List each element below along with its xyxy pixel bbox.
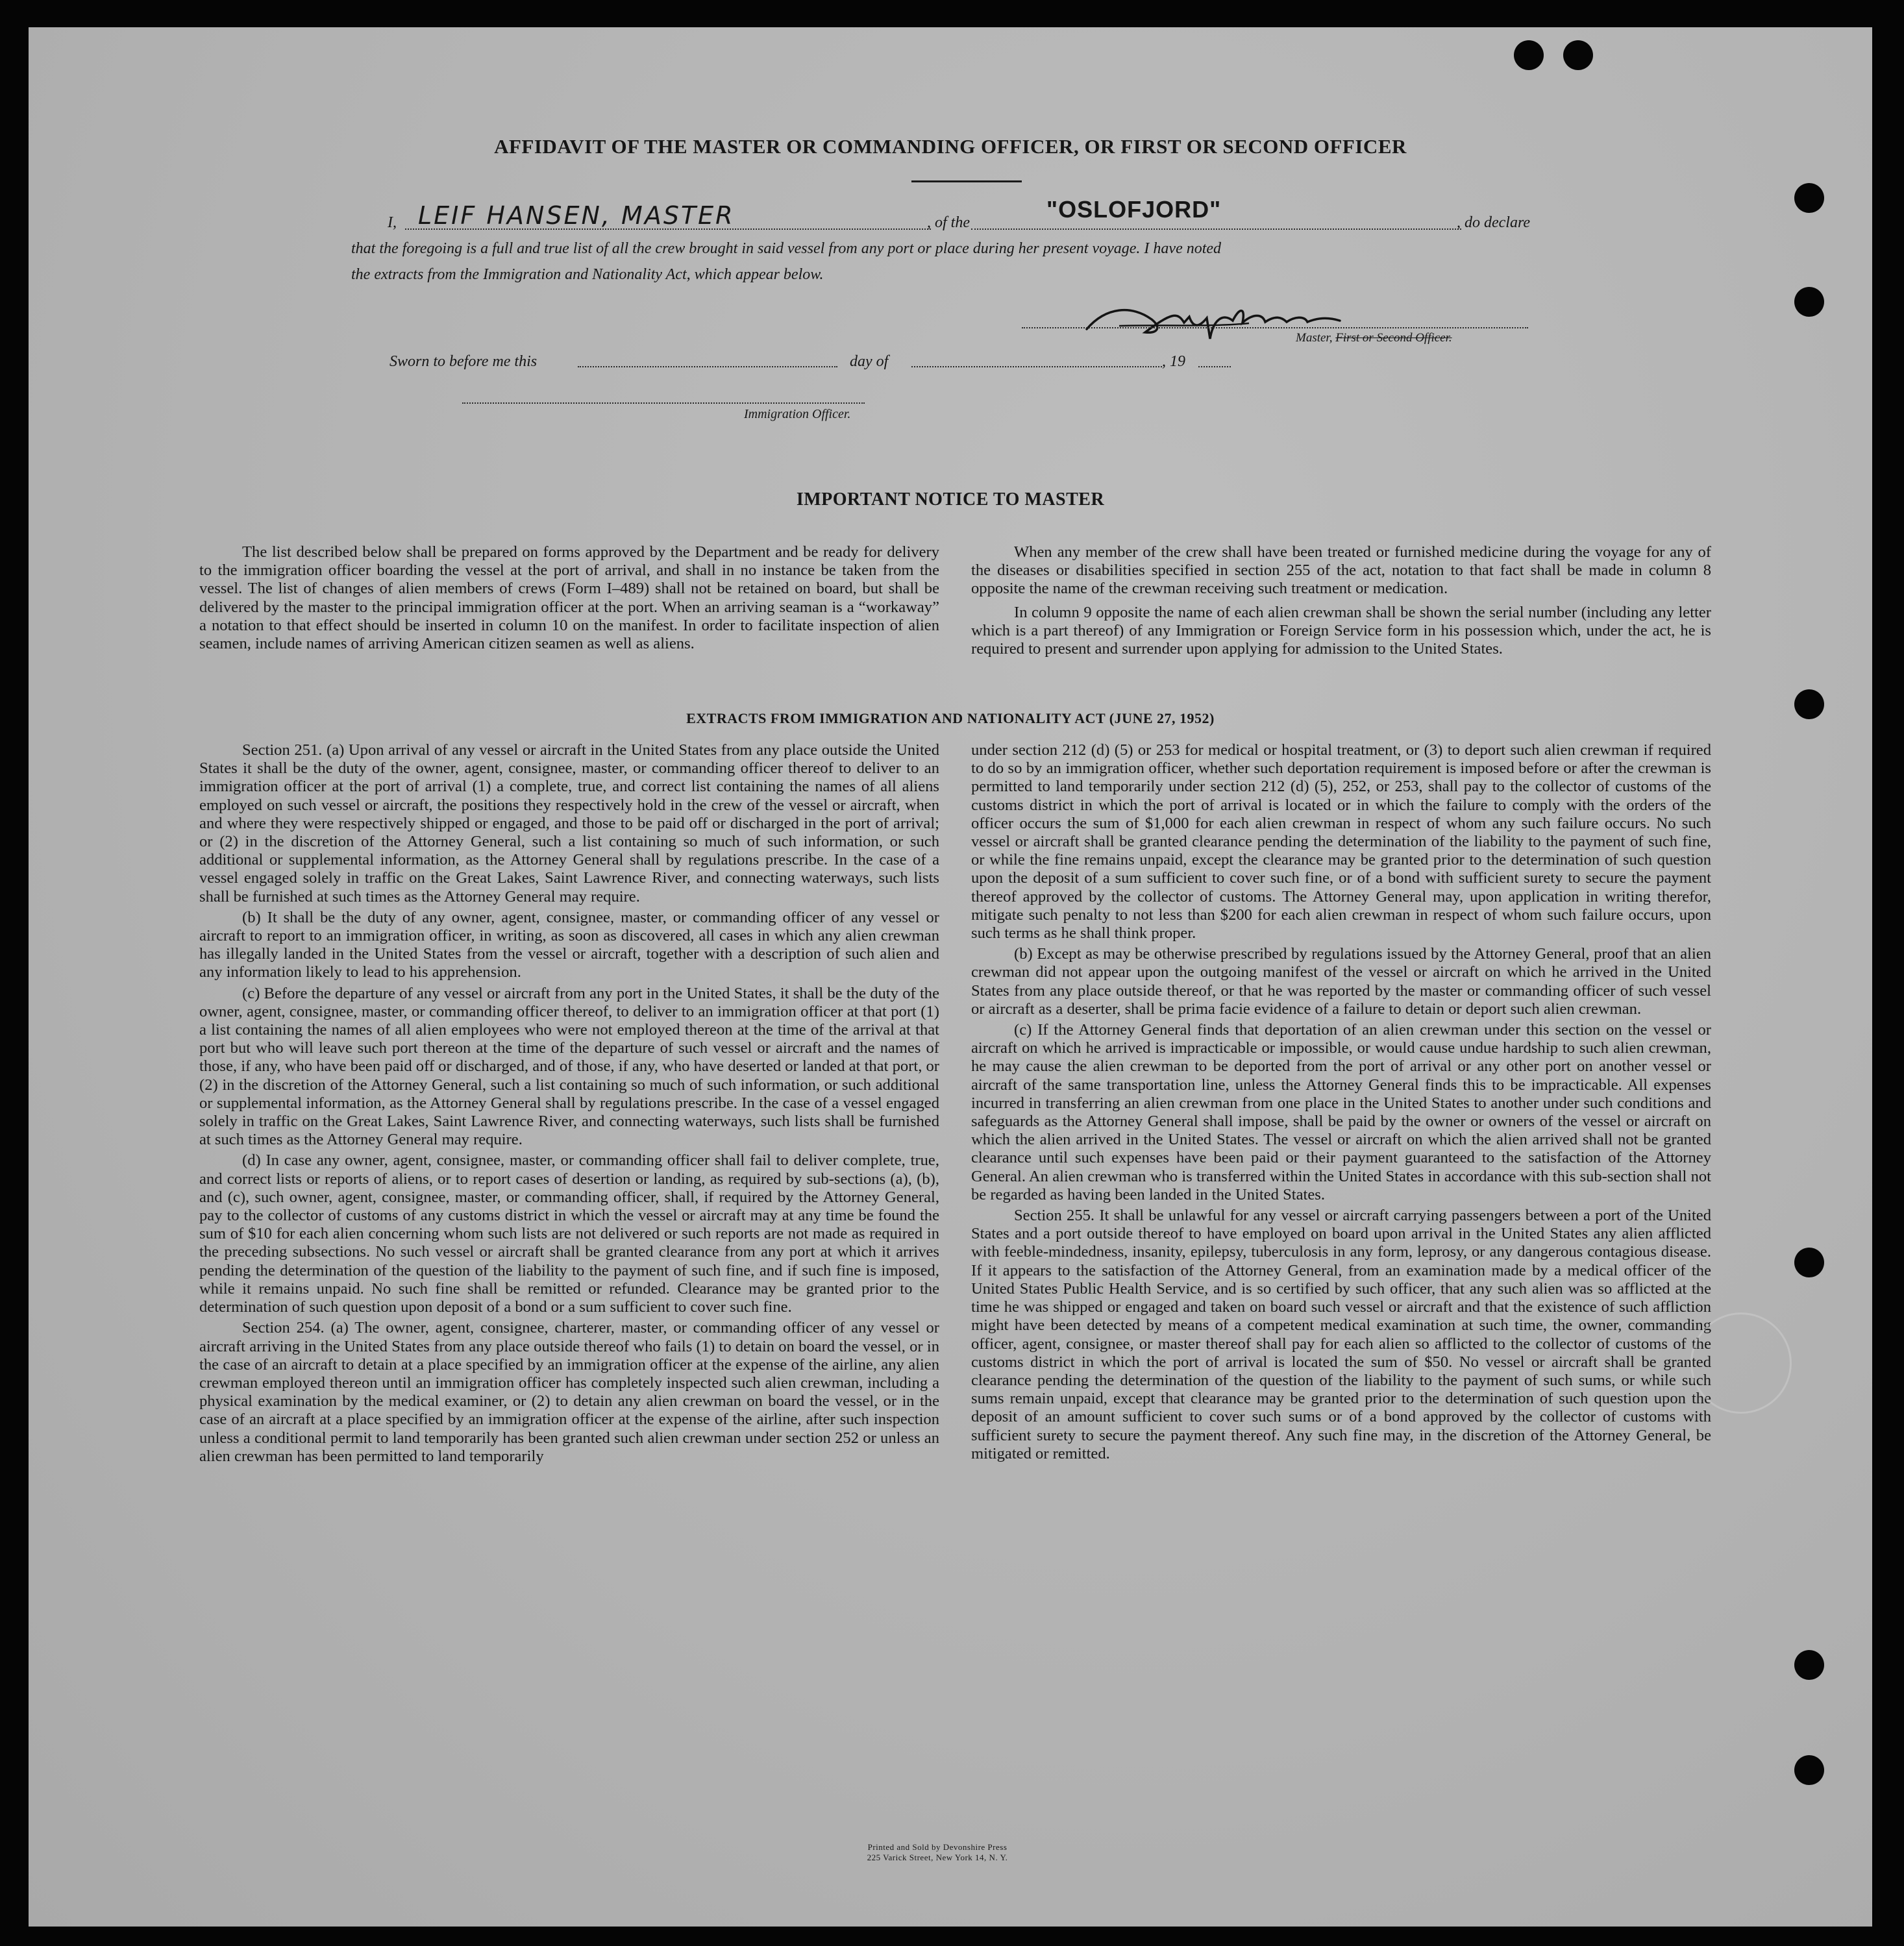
signature-line xyxy=(1022,327,1528,328)
printer-imprint xyxy=(743,1842,1132,1863)
binder-hole xyxy=(1794,1755,1824,1785)
act-section-paragraph: under section 212 (d) (5) or 253 for medical or hospital treatment, or (3) to deport such alien crewman if required to do so by an immigration officer, whether such deportation requirement is imposed before or after the crewman is permitted to land temporarily under section 212 (d) (5), 252, or 253, shall pay to the collector of customs of the customs district in which the port of arrival is located or in which the failure to comply with the orders of the officer occurs the sum of $1,000 for each alien crewman in respect of whom any such failure occurs. No such vessel or aircraft shall be granted clearance pending the determination of the liability to the payment of such fine, or while the fine remains unpaid, except the clearance may be granted prior to the determination of such question upon the deposit of a sum sufficient to cover such fine, or of a bond with sufficient surety to secure the payment thereof approved by the collector of customs. The Attorney General may, upon application in writing therefor, mitigate such penalty to not less than $200 for each alien crewman in respect of whom such failure occurs, upon such terms as he shall think proper. xyxy=(971,741,1711,942)
sworn-year-field xyxy=(1198,366,1231,367)
officer-designation xyxy=(1296,331,1452,345)
extracts-right-column xyxy=(971,741,1711,1466)
binder-hole xyxy=(1794,1650,1824,1680)
officer-master-label: Master, xyxy=(1296,331,1333,345)
printer-line-1: Printed and Sold by Devonshire Press xyxy=(867,1842,1008,1852)
vessel-name: "OSLOFJORD" xyxy=(1046,196,1222,223)
immigration-officer-signature-line xyxy=(462,402,865,404)
i-label: I, xyxy=(388,214,397,231)
notice-right-column xyxy=(971,543,1711,661)
act-section-paragraph: (c) Before the departure of any vessel or aircraft from any port in the United States, it shall be the duty of the owner, agent, consignee, master, or commanding officer thereof, to deliver to an immigration officer at that port (1) a list containing the names of all alien employees who were not employed thereon at the time of the arrival at that port but who will leave such port thereon at the time of the departure of such vessel or aircraft and the names of those, if any, who have been paid off or discharged, and of those, if any, who have deserted or landed at that port, or (2) in the discretion of the Attorney General, such a list containing so much of such information, or such additional or supplemental information, as the Attorney General shall by regulations prescribe. In the case of a vessel engaged solely in traffic on the Great Lakes, Saint Lawrence River, and connecting waterways, such lists shall be furnished at such times as the Attorney General may require. xyxy=(199,984,939,1149)
immigration-officer-label: Immigration Officer. xyxy=(744,407,851,421)
act-section-paragraph: Section 251. (a) Upon arrival of any vessel or aircraft in the United States from any place outside the United States it shall be the duty of the owner, agent, consignee, master, or commanding officer thereof to deliver to an immigration officer at the port of arrival (1) a complete, true, and correct list containing the names of all aliens employed on such vessel or aircraft, the positions they respectively hold in the crew of the vessel or aircraft, when and where they were respectively shipped or engaged, and those to be paid off or discharged in the port of arrival; or (2) in the discretion of the Attorney General, such a list containing so much of such information, or such additional or supplemental information, as the Attorney General shall by regulations prescribe. In the case of a vessel engaged solely in traffic on the Great Lakes, Saint Lawrence River, and connecting waterways, such lists shall be furnished at such times as the Attorney General may require. xyxy=(199,741,939,905)
act-section-paragraph: Section 254. (a) The owner, agent, consignee, charterer, master, or commanding officer of any vessel or aircraft arriving in the United States from any place outside thereof who fails (1) to detain on board the vessel, or in the case of an aircraft to detain at a place specified by an immigration officer at the expense of the airline, any alien crewman employed thereon until an immigration officer has completely inspected such alien crewman, including a physical examination by the medical examiner, or (2) to detain any alien crewman on board the vessel, or in the case of an aircraft at a place specified by an immigration officer at the expense of the airline, after such inspection unless a conditional permit to land temporarily has been granted such alien crewman under section 252 or unless an alien crewman has been permitted to land temporarily xyxy=(199,1319,939,1465)
extracts-left-column xyxy=(199,741,939,1468)
notice-paragraph: The list described below shall be prepared on forms approved by the Department and be ready for delivery to the immigration officer boarding the vessel at the port of arrival, and shall in no instance be taken from the vessel. The list of changes of alien members of crews (Form I–489) shall not be retained on board, but shall be delivered by the master to the principal immigration officer at the port. When an arriving seaman is a “workaway” a notation to that effect should be inserted in column 10 on the manifest. In order to facilitate inspection of alien seamen, include names of arriving American citizen seamen as well as aliens. xyxy=(199,543,939,653)
sworn-day-field xyxy=(578,366,837,367)
notice-paragraph: In column 9 opposite the name of each alien crewman shall be shown the serial number (including any letter which is a part thereof) of any Immigration or Foreign Service form in his possession which, under the act, he is required to present and surrender upon applying for admission to the United States. xyxy=(971,603,1711,658)
binder-hole xyxy=(1563,40,1593,70)
act-section-paragraph: Section 255. It shall be unlawful for any vessel or aircraft carrying passengers between a port of the United States and a port outside thereof to have employed on board upon arrival in the United States any alien afflicted with feeble-mindedness, insanity, epilepsy, tuberculosis in any form, leprosy, or any dangerous contagious disease. If it appears to the satisfaction of the Attorney General, from an examination made by a medical officer of the United States Public Health Service, and is so certified by such officer, that any such alien was so afflicted at the time he was shipped or engaged and taken on board such vessel or aircraft and that the existence of such affliction might have been detected by means of a competent medical examination at such time, the owner, commanding officer, agent, consignee, or master thereof shall pay for each alien so afflicted to the collector of customs of the customs district in which the port of arrival is located the sum of $50. No vessel or aircraft shall be granted clearance pending the determination of the question of the liability to the payment of such sums, or while such sums remain unpaid, except that clearance may be granted prior to the determination of such question upon the deposit of an amount sufficient to cover such sums or of a bond approved by the collector of customs with sufficient surety to secure the payment thereof. Any such fine may, in the discretion of the Attorney General, be mitigated or remitted. xyxy=(971,1207,1711,1462)
act-section-paragraph: (b) Except as may be otherwise prescribed by regulations issued by the Attorney General, proof that an alien crewman did not appear upon the outgoing manifest of the vessel or aircraft on which he arrived in the United States from any place outside thereof, or that he was reported by the master or commanding officer of such vessel or aircraft as a deserter, shall be prima facie evidence of a failure to detain or deport such alien crewman. xyxy=(971,945,1711,1018)
sworn-label: Sworn to before me this xyxy=(389,353,538,370)
year-label: , 19 xyxy=(1162,353,1185,370)
declaration-line-3: the extracts from the Immigration and Nationality Act, which appear below. xyxy=(351,266,824,283)
act-section-paragraph: (d) In case any owner, agent, consignee, master, or commanding officer shall fail to deliver complete, true, and correct lists or reports of aliens, or to report cases of desertion or landing, as required by sub-sections (a), (b), and (c), such owner, agent, consignee, master, or commanding officer, shall, if required by the Attorney General, pay to the collector of customs of any customs district in which the vessel or aircraft may at any time be found the sum of $10 for each alien concerning whom such lists are not delivered or such reports are not made as required in the preceding subsections. No such vessel or aircraft shall be granted clearance from any port at which it arrives pending the determination of the question of the liability to the payment of such fine, and if such fine is imposed, while it remains unpaid. No such fine shall be remitted or refunded. Clearance may be granted prior to the determination of such question upon deposit of a bond or a sum sufficient to cover such fine. xyxy=(199,1152,939,1316)
do-declare-label: , do declare xyxy=(1457,214,1531,231)
sworn-month-field xyxy=(911,366,1162,367)
extracts-title: EXTRACTS FROM IMMIGRATION AND NATIONALITY ACT (JUNE 27, 1952) xyxy=(686,710,1215,726)
printer-line-2: 225 Varick Street, New York 14, N. Y. xyxy=(867,1853,1008,1862)
day-of-label: day of xyxy=(850,353,889,370)
binder-hole xyxy=(1794,287,1824,317)
notice-left-column xyxy=(199,543,939,656)
officer-struck-label: First or Second Officer. xyxy=(1335,331,1452,345)
notice-title: IMPORTANT NOTICE TO MASTER xyxy=(796,489,1105,510)
faint-seal xyxy=(1690,1312,1792,1414)
master-name-handwritten: LEIF HANSEN, MASTER xyxy=(418,201,735,230)
notice-paragraph: When any member of the crew shall have been treated or furnished medicine during the voyage for any of the diseases or disabilities specified in section 255 of the act, notation to that fact shall be made in column 8 opposite the name of the crewman receiving such treatment or medication. xyxy=(971,543,1711,598)
vessel-name-field xyxy=(971,228,1461,230)
affidavit-title: AFFIDAVIT OF THE MASTER OR COMMANDING OFFICER, OR FIRST OR SECOND OFFICER xyxy=(494,135,1407,158)
act-section-paragraph: (b) It shall be the duty of any owner, agent, consignee, master, or commanding officer of any vessel or aircraft to report to an immigration officer, in writing, as soon as discovered, all cases in which any alien crewman has illegally landed in the United States from the vessel or aircraft, together with a description of such alien and any information likely to lead to his apprehension. xyxy=(199,908,939,981)
act-section-paragraph: (c) If the Attorney General finds that deportation of an alien crewman under this section on the vessel or aircraft on which he arrived is impracticable or impossible, or would cause undue hardship to such alien crewman, he may cause the alien crewman to be deported from the port of arrival or any other port on another vessel or aircraft of the same transportation line, unless the Attorney General finds this to be impracticable. All expenses incurred in transferring an alien crewman from one place in the United States to another under such conditions and safeguards as the Attorney General shall impose, shall be paid by the owner or owners of the vessel or aircraft on which the alien arrived in the United States. The vessel or aircraft on which the alien arrived shall not be granted clearance until such expenses have been paid or their payment guaranteed to the satisfaction of the Attorney General. An alien crewman who is transferred within the United States in accordance with this sub-section shall not be regarded as having been landed in the United States. xyxy=(971,1021,1711,1203)
binder-hole xyxy=(1794,689,1824,719)
of-the-label: , of the xyxy=(927,214,970,231)
binder-hole xyxy=(1794,1248,1824,1277)
form-page xyxy=(29,27,1872,1927)
binder-hole xyxy=(1794,183,1824,213)
title-rule xyxy=(911,180,1022,182)
declaration-line-2: that the foregoing is a full and true list of all the crew brought in said vessel from any port or place during her present voyage. I have noted xyxy=(351,240,1222,257)
binder-hole xyxy=(1514,40,1544,70)
